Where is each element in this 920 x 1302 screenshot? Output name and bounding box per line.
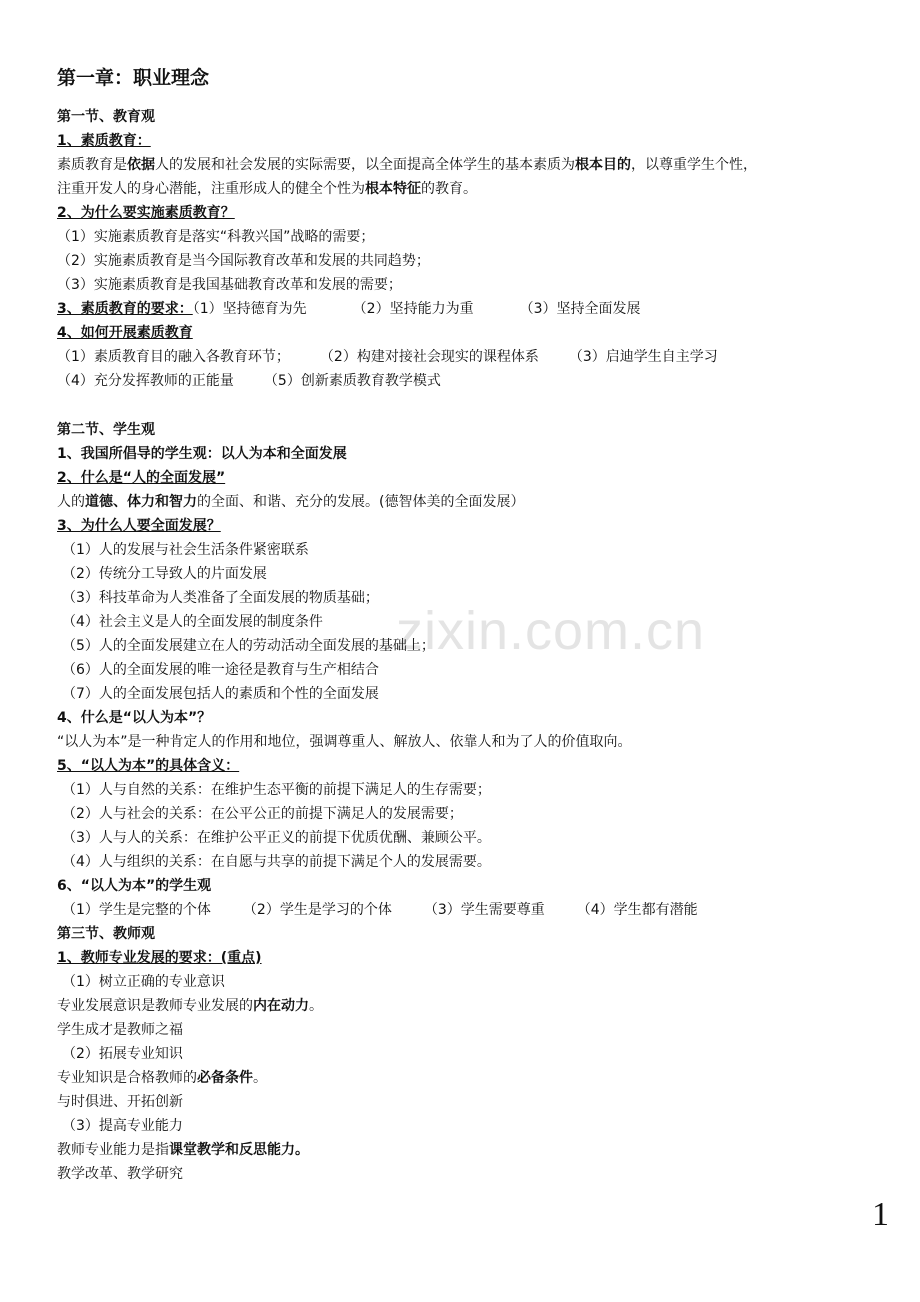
s1-requirements: 3、素质教育的要求：（1）坚持德育为先 （2）坚持能力为重 （3）坚持全面发展: [57, 301, 641, 317]
s1-heading-2: 2、为什么要实施素质教育？: [57, 205, 235, 221]
s3-item-3-text: 教师专业能力是指课堂教学和反思能力。: [57, 1142, 309, 1158]
s2-reason-5: （5）人的全面发展建立在人的劳动活动全面发展的基础上；: [62, 638, 435, 654]
s2-student-view: （1）学生是完整的个体 （2）学生是学习的个体 （3）学生需要尊重 （4）学生都有潜能: [62, 902, 698, 918]
s3-item-2-text: 专业知识是合格教师的必备条件。: [57, 1070, 267, 1086]
s3-item-2-note: 与时俱进、开拓创新: [57, 1094, 183, 1110]
s1-reason-3: （3）实施素质教育是我国基础教育改革和发展的需要；: [57, 277, 402, 293]
chapter-title: 第一章：职业理念: [57, 67, 210, 89]
s2-heading-4: 4、什么是“以人为本”？: [57, 710, 212, 726]
s2-reason-6: （6）人的全面发展的唯一途径是教育与生产相结合: [62, 662, 379, 678]
s1-reason-1: （1）实施素质教育是落实“科教兴国”战略的需要；: [57, 229, 375, 245]
s2-reason-7: （7）人的全面发展包括人的素质和个性的全面发展: [62, 686, 379, 702]
section-1-title: 第一节、教育观: [57, 109, 155, 125]
s3-item-1: （1）树立正确的专业意识: [62, 974, 225, 990]
s3-item-2: （2）拓展专业知识: [62, 1046, 183, 1062]
s2-definition: 人的道德、体力和智力的全面、和谐、充分的发展。(德智体美的全面发展）: [57, 494, 525, 510]
s1-paragraph-line-1: 素质教育是依据人的发展和社会发展的实际需要，以全面提高全体学生的基本素质为根本目的，以尊重学生个性，: [57, 157, 757, 173]
s1-paragraph-line-2: 注重开发人的身心潜能，注重形成人的健全个性为根本特征的教育。: [57, 181, 477, 197]
s2-heading-1: 1、我国所倡导的学生观：以人为本和全面发展: [57, 446, 347, 462]
s2-meaning-1: （1）人与自然的关系：在维护生态平衡的前提下满足人的生存需要；: [62, 782, 491, 798]
s1-ways-line-1: （1）素质教育目的融入各教育环节； （2）构建对接社会现实的课程体系 （3）启迪学生自主学习: [57, 349, 718, 365]
s3-item-1-note: 学生成才是教师之福: [57, 1022, 183, 1038]
s3-heading-1: 1、教师专业发展的要求：(重点): [57, 950, 262, 966]
s1-ways-line-2: （4）充分发挥教师的正能量 （5）创新素质教育教学模式: [57, 373, 441, 389]
section-3-title: 第三节、教师观: [57, 926, 155, 942]
s3-item-3-note: 教学改革、教学研究: [57, 1166, 183, 1182]
s2-reason-1: （1）人的发展与社会生活条件紧密联系: [62, 542, 309, 558]
s2-meaning-4: （4）人与组织的关系：在自愿与共享的前提下满足个人的发展需要。: [62, 854, 491, 870]
s1-reason-2: （2）实施素质教育是当今国际教育改革和发展的共同趋势；: [57, 253, 430, 269]
s2-meaning-3: （3）人与人的关系：在维护公平正义的前提下优质优酬、兼顾公平。: [62, 830, 491, 846]
s3-item-3: （3）提高专业能力: [62, 1118, 183, 1134]
s2-heading-5: 5、“以人为本”的具体含义：: [57, 758, 240, 774]
s2-reason-3: （3）科技革命为人类准备了全面发展的物质基础；: [62, 590, 379, 606]
s3-item-1-text: 专业发展意识是教师专业发展的内在动力。: [57, 998, 323, 1014]
s2-heading-2: 2、什么是“人的全面发展”: [57, 470, 226, 486]
s2-heading-3: 3、为什么人要全面发展？: [57, 518, 221, 534]
s1-heading-4: 4、如何开展素质教育: [57, 325, 193, 341]
s2-reason-2: （2）传统分工导致人的片面发展: [62, 566, 267, 582]
s2-people-oriented-definition: “以人为本”是一种肯定人的作用和地位，强调尊重人、解放人、依靠人和为了人的价值取向。: [57, 734, 632, 750]
section-2-title: 第二节、学生观: [57, 422, 155, 438]
s2-meaning-2: （2）人与社会的关系：在公平公正的前提下满足人的发展需要；: [62, 806, 463, 822]
s1-heading-1: 1、素质教育：: [57, 133, 151, 149]
page-number: 1: [872, 1196, 889, 1233]
s2-reason-4: （4）社会主义是人的全面发展的制度条件: [62, 614, 323, 630]
watermark: zixin.com.cn: [396, 601, 706, 661]
s2-heading-6: 6、“以人为本”的学生观: [57, 878, 212, 894]
